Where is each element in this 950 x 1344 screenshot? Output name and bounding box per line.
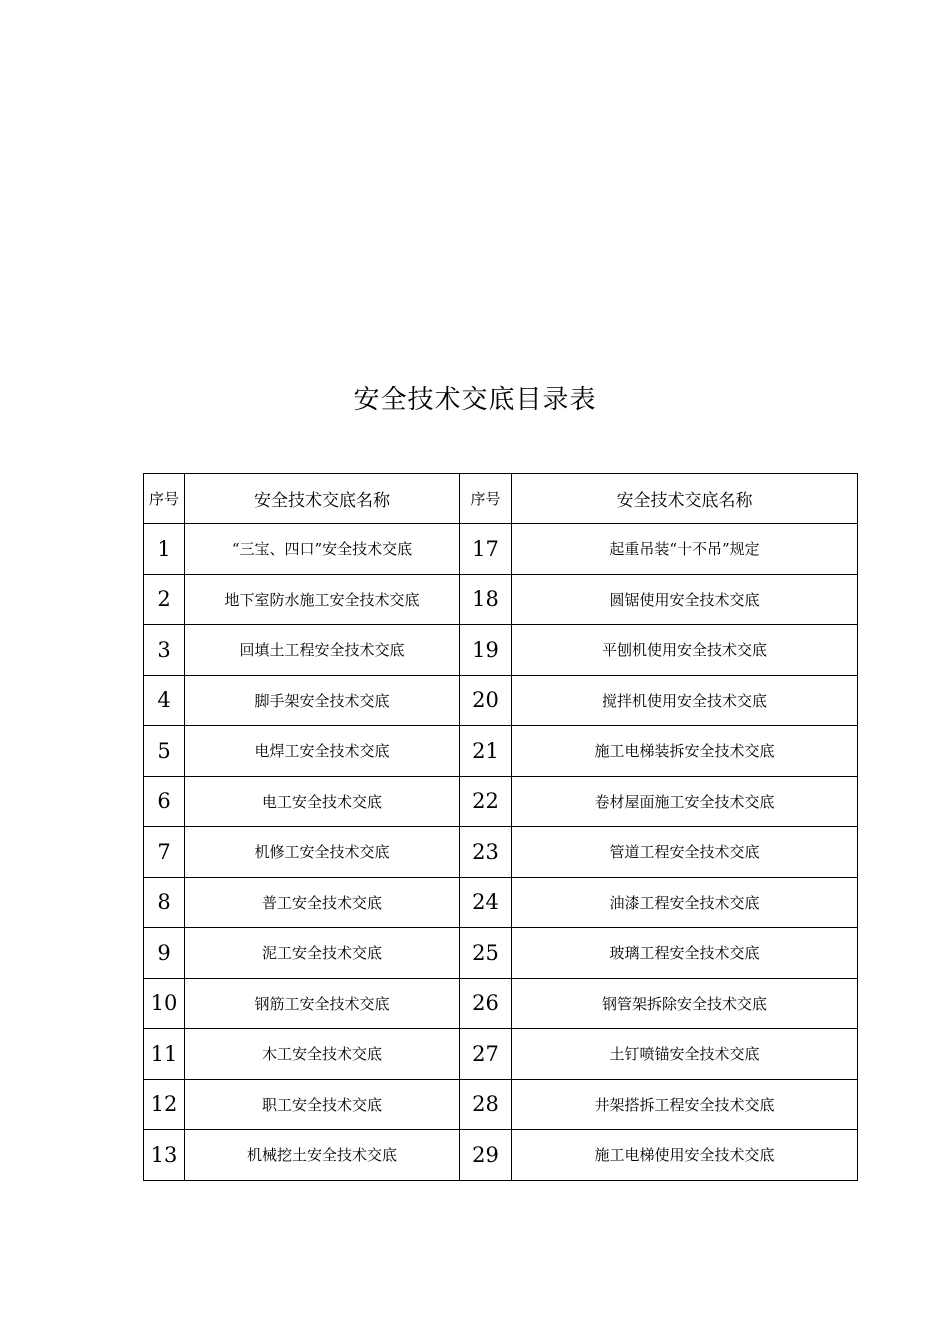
table-row — [144, 827, 858, 878]
table-row — [144, 524, 858, 575]
table-row — [144, 726, 858, 777]
serial-left: 10 — [144, 978, 185, 1029]
serial-right: 24 — [460, 877, 512, 928]
table-row — [144, 1029, 858, 1080]
serial-right: 22 — [460, 776, 512, 827]
serial-right: 20 — [460, 675, 512, 726]
serial-right: 23 — [460, 827, 512, 878]
serial-right: 19 — [460, 625, 512, 676]
serial-right: 28 — [460, 1079, 512, 1130]
item-name-left: “三宝、四口”安全技术交底 — [185, 524, 460, 575]
item-name-left: 地下室防水施工安全技术交底 — [185, 574, 460, 625]
item-name-right: 卷材屋面施工安全技术交底 — [512, 776, 858, 827]
item-name-left: 回填土工程安全技术交底 — [185, 625, 460, 676]
item-name-left: 机械挖土安全技术交底 — [185, 1130, 460, 1181]
serial-right: 18 — [460, 574, 512, 625]
serial-left: 6 — [144, 776, 185, 827]
item-name-left: 普工安全技术交底 — [185, 877, 460, 928]
serial-left: 9 — [144, 928, 185, 979]
serial-left: 7 — [144, 827, 185, 878]
serial-left: 12 — [144, 1079, 185, 1130]
table-row — [144, 675, 858, 726]
serial-right: 25 — [460, 928, 512, 979]
item-name-right: 施工电梯装拆安全技术交底 — [512, 726, 858, 777]
item-name-left: 电工安全技术交底 — [185, 776, 460, 827]
item-name-left: 钢筋工安全技术交底 — [185, 978, 460, 1029]
table-row — [144, 1079, 858, 1130]
serial-left: 4 — [144, 675, 185, 726]
table-row — [144, 978, 858, 1029]
serial-left: 8 — [144, 877, 185, 928]
item-name-left: 脚手架安全技术交底 — [185, 675, 460, 726]
item-name-right: 起重吊装“十不吊”规定 — [512, 524, 858, 575]
item-name-right: 井架搭拆工程安全技术交底 — [512, 1079, 858, 1130]
serial-right: 27 — [460, 1029, 512, 1080]
item-name-right: 油漆工程安全技术交底 — [512, 877, 858, 928]
header-name-right: 安全技术交底名称 — [512, 474, 858, 524]
table-row — [144, 1130, 858, 1181]
serial-right: 21 — [460, 726, 512, 777]
item-name-right: 土钉喷锚安全技术交底 — [512, 1029, 858, 1080]
item-name-right: 圆锯使用安全技术交底 — [512, 574, 858, 625]
item-name-left: 机修工安全技术交底 — [185, 827, 460, 878]
table-row — [144, 574, 858, 625]
toc-table — [143, 473, 858, 1181]
header-serial-right: 序号 — [460, 474, 512, 524]
header-name-left: 安全技术交底名称 — [185, 474, 460, 524]
serial-left: 5 — [144, 726, 185, 777]
table-row — [144, 776, 858, 827]
item-name-right: 施工电梯使用安全技术交底 — [512, 1130, 858, 1181]
item-name-left: 泥工安全技术交底 — [185, 928, 460, 979]
serial-left: 13 — [144, 1130, 185, 1181]
serial-left: 3 — [144, 625, 185, 676]
serial-right: 26 — [460, 978, 512, 1029]
item-name-right: 平刨机使用安全技术交底 — [512, 625, 858, 676]
item-name-right: 搅拌机使用安全技术交底 — [512, 675, 858, 726]
item-name-right: 钢管架拆除安全技术交底 — [512, 978, 858, 1029]
table-row — [144, 625, 858, 676]
item-name-right: 玻璃工程安全技术交底 — [512, 928, 858, 979]
table-row — [144, 928, 858, 979]
serial-left: 1 — [144, 524, 185, 575]
serial-right: 17 — [460, 524, 512, 575]
table-row — [144, 877, 858, 928]
item-name-left: 职工安全技术交底 — [185, 1079, 460, 1130]
serial-left: 11 — [144, 1029, 185, 1080]
item-name-left: 木工安全技术交底 — [185, 1029, 460, 1080]
header-serial-left: 序号 — [144, 474, 185, 524]
serial-left: 2 — [144, 574, 185, 625]
serial-right: 29 — [460, 1130, 512, 1181]
item-name-right: 管道工程安全技术交底 — [512, 827, 858, 878]
item-name-left: 电焊工安全技术交底 — [185, 726, 460, 777]
page-title: 安全技术交底目录表 — [353, 385, 597, 415]
table-header-row — [144, 474, 858, 524]
